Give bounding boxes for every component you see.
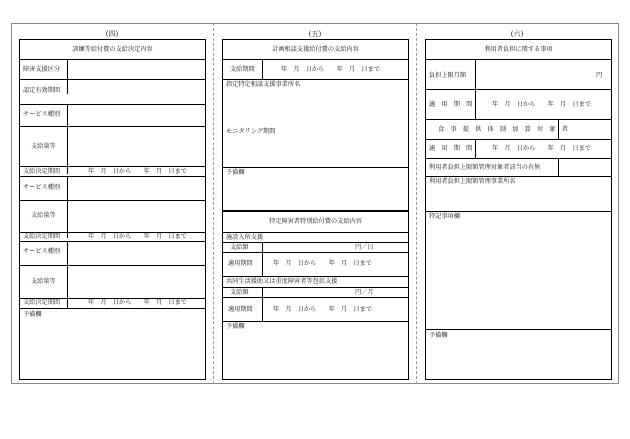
date-range: 年 月 日から 年 月 日まで	[492, 145, 591, 152]
decision-period-label: 支給決定期間	[23, 168, 61, 175]
date-range: 年 月 日から 年 月 日まで	[88, 168, 187, 175]
yen-unit: 円	[596, 72, 603, 79]
date-range: 年 月 日から 年 月 日まで	[88, 299, 187, 306]
group-home-label: 共同生活援助又は重度障害者等包括支援	[226, 278, 338, 285]
service-type-label: サービス種別	[23, 184, 61, 191]
disability-category-label: 障害支援区分	[23, 66, 61, 73]
notes-label: 予備欄	[23, 311, 42, 318]
date-range: 年 月 日から 年 月 日まで	[281, 66, 380, 73]
date-range: 年 月 日から 年 月 日まで	[273, 260, 372, 267]
cap-mgmt-flag-label: 利用者負担上限額管理対象者該当の有無	[429, 164, 541, 171]
fold-line	[213, 23, 214, 384]
column-number-4: (四)	[105, 30, 119, 38]
amount-label: 支給量等	[31, 278, 56, 285]
apply-period-label: 適 用 期 間	[429, 145, 473, 152]
cap-monthly-label: 負担上限月額	[429, 72, 467, 79]
pay-period-label: 支給期間	[230, 66, 255, 73]
cert-period-label: 認定有効期間	[23, 87, 61, 94]
panel-header: 訓練等給付費の支給決定内容	[72, 46, 153, 53]
provider-label: 指定特定相談支援事業所名	[226, 81, 301, 88]
panel-consultation-benefits	[222, 39, 409, 380]
special-notes-label: 特記事項欄	[429, 213, 460, 220]
panel-header: 利用者負担に関する事項	[484, 46, 553, 53]
column-number-6: (六)	[510, 30, 524, 38]
cap-mgmt-office-label: 利用者負担上限額管理事業所名	[429, 178, 516, 185]
meal-provision-label: 食 事 提 供 体 制 加 算 対 象 者	[438, 126, 568, 133]
service-type-label: サービス種別	[23, 111, 61, 118]
facility-support-label: 施設入所支援	[226, 234, 264, 241]
panel-user-burden	[425, 39, 612, 380]
service-type-label: サービス種別	[23, 248, 61, 255]
fold-line	[416, 23, 417, 384]
decision-period-label: 支給決定期間	[23, 233, 61, 240]
special-benefits-header: 特定障害者特別給付費の支給内容	[269, 218, 362, 225]
column-number-5: (五)	[308, 30, 322, 38]
per-day-unit: 円／日	[355, 244, 374, 251]
amount-label: 支給量等	[31, 212, 56, 219]
notes-label: 予備欄	[429, 332, 448, 339]
notes-label: 予備欄	[226, 323, 245, 330]
apply-period-label: 適用期間	[228, 306, 253, 313]
pay-amount-label: 支給額	[230, 244, 249, 251]
date-range: 年 月 日から 年 月 日まで	[88, 233, 187, 240]
apply-period-label: 適用期間	[228, 260, 253, 267]
pay-amount-label: 支給額	[230, 289, 249, 296]
panel-header: 計画相談支援給付費の支給内容	[272, 46, 359, 53]
date-range: 年 月 日から 年 月 日まで	[492, 101, 591, 108]
notes-label: 予備欄	[226, 169, 245, 176]
decision-period-label: 支給決定期間	[23, 299, 61, 306]
monitoring-label: モニタリング期間	[226, 128, 276, 135]
per-month-unit: 円／月	[355, 289, 374, 296]
amount-label: 支給量等	[31, 143, 56, 150]
apply-period-label: 適 用 期 間	[429, 101, 473, 108]
panel-training-benefits	[19, 39, 206, 380]
date-range: 年 月 日から 年 月 日まで	[273, 306, 372, 313]
